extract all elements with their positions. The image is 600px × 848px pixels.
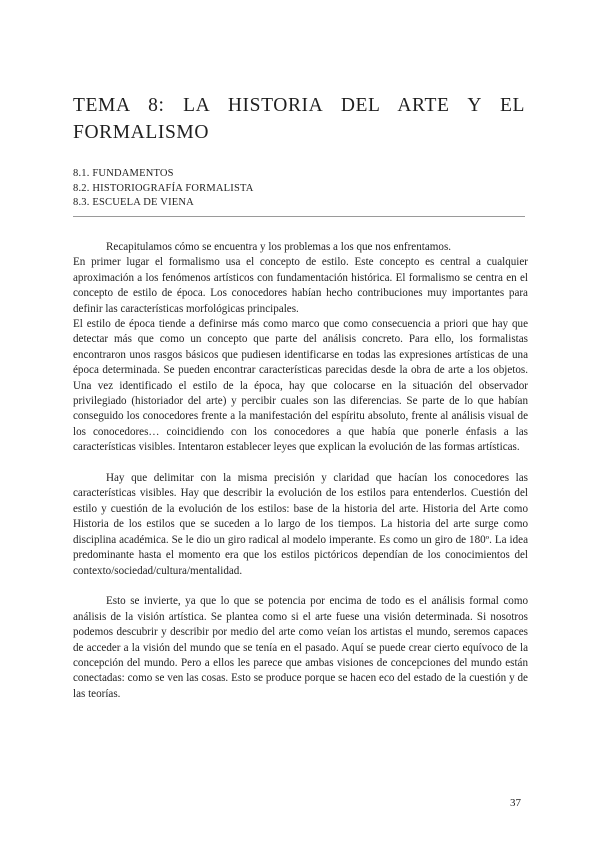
body-text <box>73 240 528 702</box>
paragraph-intro: Recapitulamos cómo se encuentra y los problemas a los que nos enfrentamos. <box>106 241 452 253</box>
section-index <box>73 167 254 211</box>
section-index-item: 8.3. ESCUELA DE VIENA <box>73 197 194 208</box>
section-index-item: 8.1. FUNDAMENTOS <box>73 168 174 179</box>
paragraph-period-style: El estilo de época tiende a definirse más como marco que como consecuencia a priori que hay que detectar más que como un concepto que parte del análisis concreto. Para ello, los formalistas encontraron unos rasgos básicos que pudiesen identificarse en todas las expresiones artísticas de una época determinada. Se pueden encontrar características parecidas desde la obra de arte a los objetos. Una vez identificado el estilo de la época, hay que colocarse en la situación del observador privilegiado (historiador del arte) y percibir cuales son las diferencias. Se parte de lo que habían conseguido los conocedores frente a la manifestación del espíritu absoluto, frente al análisis visual de los conocedores… coincidiendo con los conocedores a que había que ponerle énfasis a las características visibles. Intentaron establecer leyes que explican la evolución de las formas artísticas. <box>73 318 528 454</box>
paragraph-formalism-style: En primer lugar el formalismo usa el concepto de estilo. Este concepto es central a cualquier aproximación a los fenómenos artísticos con fundamentación histórica. El formalismo se centra en el concepto de estilo de época. Los conocedores habían hecho contribuciones muy importantes para definir las características morfológicas principales. <box>73 256 528 315</box>
section-index-item: 8.2. HISTORIOGRAFÍA FORMALISTA <box>73 182 254 194</box>
paragraph-visible-features: Hay que delimitar con la misma precisión y claridad que hacían los conocedores las características visibles. Hay que describir la evolución de los estilos para entenderlos. Cuestión del estilo y cuestión de la evolución de los estilos: base de la historia del arte. Historia del Arte como Historia de los estilos que se suceden a lo largo de los tiempos. La historia del arte surge como disciplina académica. Se le dio un giro radical al modelo imperante. Es como un giro de 180º. La idea predominante hasta el momento era que los estilos pictóricos dependían de los conocimientos del contexto/sociedad/cultura/mentalidad. <box>73 472 528 577</box>
page-title: TEMA 8: LA HISTORIA DEL ARTE Y EL FORMALISMO <box>73 95 525 143</box>
page-number: 37 <box>510 797 521 809</box>
horizontal-divider <box>73 216 525 217</box>
paragraph-formal-analysis: Esto se invierte, ya que lo que se potencia por encima de todo es el análisis formal como análisis de la visión artística. Se plantea como si el arte fuese una visión determinada. Si nosotros podemos descubrir y describir por medio del arte como veían los artistas el mundo, seremos capaces de acceder a la visión del mundo que se tenía en el pasado. Aquí se puede crear cierto equívoco de la concepción del mundo. Pero a ellos les parece que ambas visiones de concepciones del mundo están conectadas: como se ven las cosas. Esto se produce porque se hacen eco del estado de la cuestión y de las teorías. <box>73 595 528 700</box>
